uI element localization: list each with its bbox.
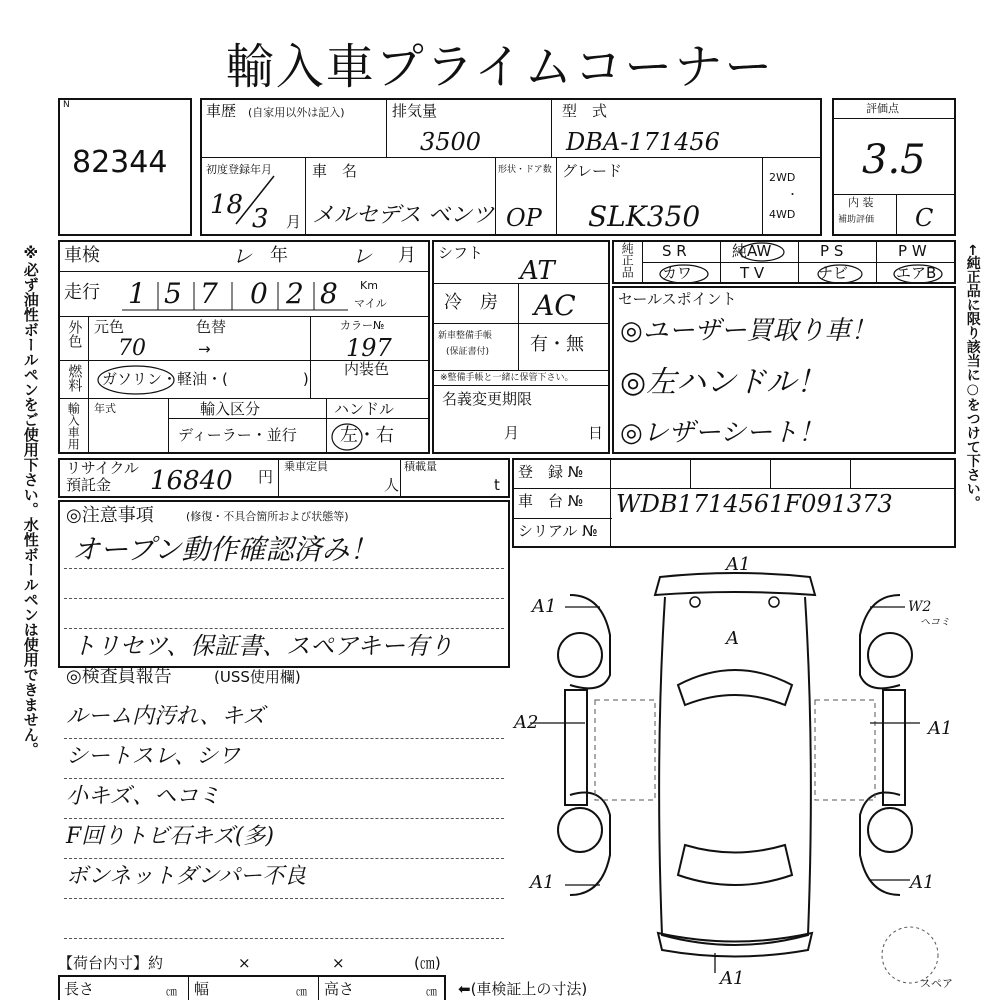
score-label: 評価点 [866, 102, 899, 115]
mark-right-front-fender: W2 [908, 599, 932, 615]
right-margin-note: ←純正品に限り該当に○をつけて下さい。 [964, 244, 981, 510]
cargo-width-unit: ㎝ [296, 985, 307, 998]
ac-value: AC [534, 289, 576, 322]
import-car-side-label: 輸入車用 [66, 402, 81, 450]
maintenance-label-1: 新車整備手帳 [438, 331, 493, 341]
first-reg-label: 初度登録年月 [206, 163, 272, 176]
body-type-label: 形状・ドア数 [498, 165, 552, 175]
mileage-digit-6: 8 [320, 277, 338, 310]
mark-left-rear: A1 [530, 872, 555, 893]
mileage-label: 走行 [64, 282, 100, 303]
maintenance-label-2: (保証書付) [446, 347, 490, 357]
capacity-label: 乗車定員 [284, 460, 328, 473]
shift-value: AT [520, 256, 555, 286]
exterior-color-side-label: 外色 [66, 320, 83, 348]
mark-right-rear: A1 [910, 872, 935, 893]
mark-left-front-fender: A1 [532, 596, 557, 617]
sales-point-1: ◎ユーザー買取り車！ [620, 316, 877, 346]
import-class-value: ディーラー・並行 [178, 426, 297, 444]
car-name-label: 車 名 [312, 162, 358, 180]
load-unit: t [494, 476, 500, 494]
name-change-month: 月 [504, 424, 520, 442]
notes-line-4: トリセツ、保証書、スペアキー有り [72, 632, 454, 660]
color-change-arrow: → [198, 340, 211, 358]
recycle-label-1: リサイクル [66, 459, 139, 477]
displacement-value: 3500 [420, 128, 482, 156]
load-label: 積載量 [404, 460, 437, 473]
import-year-label: 年式 [94, 402, 116, 415]
mileage-unit-km: Km [360, 279, 378, 292]
chassis-no-label: 車 台 № [518, 492, 584, 510]
orig-color-value: 70 [118, 336, 146, 361]
cargo-x2: × [332, 954, 345, 972]
body-type-value: OP [506, 204, 542, 232]
cargo-note: ⬅(車検証上の寸法) [458, 980, 588, 998]
cargo-box [58, 975, 446, 1000]
mileage-digit-4: 0 [250, 277, 268, 310]
left-margin-note: ※必ず油性ボールペンをご使用下さい。水性ボールペンは使用できません。 [21, 244, 40, 757]
capacity-unit: 人 [384, 476, 400, 494]
mileage-digit-2: 5 [164, 277, 182, 310]
inspector-line-2: シートスレ、シワ [66, 744, 241, 769]
model-value: DBA-171456 [566, 128, 720, 156]
mileage-digit-3: 7 [200, 277, 218, 310]
chassis-no-value: WDB1714561F091373 [616, 490, 893, 518]
mileage-digit-1: 1 [128, 277, 146, 310]
notes-line-1: オープン動作確認済み！ [72, 533, 378, 566]
option-tv: T V [740, 264, 765, 282]
recycle-label-2: 預託金 [66, 476, 112, 494]
recycle-value: 16840 [150, 466, 233, 496]
inspection-month-value: レ [352, 244, 372, 268]
notes-sub: (修復・不具合箇所および状態等) [186, 510, 349, 523]
mark-right-side: A1 [928, 718, 953, 739]
lot-prefix: N [63, 100, 70, 110]
import-class-label: 輸入区分 [200, 400, 261, 418]
option-ps: P S [820, 242, 844, 260]
lot-number: 82344 [72, 145, 168, 180]
inspector-line-4: F回りトビ石キズ(多) [66, 824, 274, 849]
maintenance-value: 有・無 [530, 334, 584, 355]
cargo-height-unit: ㎝ [426, 985, 437, 998]
interior-value: C [915, 204, 934, 232]
displacement-label: 排気量 [392, 102, 438, 120]
history-note: (自家用以外は記入) [248, 106, 345, 119]
cargo-x1: × [238, 954, 251, 972]
interior-label-2: 補助評価 [838, 215, 875, 225]
car-name-value: メルセデス ベンツ [312, 203, 495, 228]
interior-label-1: 内 装 [848, 196, 874, 209]
handle-value: 左・右 [340, 425, 394, 446]
first-reg-month: 3 [252, 204, 269, 234]
drive-2wd: 2WD [769, 171, 796, 184]
option-pw: P W [898, 242, 927, 260]
inspector-sub: (USS使用欄) [214, 668, 301, 686]
first-reg-year: 18 [210, 190, 244, 220]
mark-right-front-fender-sub: ヘコミ [920, 617, 950, 628]
recycle-unit: 円 [258, 468, 274, 486]
inspection-year-unit: 年 [270, 245, 288, 266]
mark-left-side: A2 [514, 712, 539, 733]
model-label: 型 式 [562, 102, 608, 120]
change-color-label: 色替 [196, 318, 227, 336]
inspection-label: 車検 [64, 245, 100, 266]
drive-4wd: 4WD [769, 208, 796, 221]
ac-label: 冷 房 [444, 292, 498, 313]
grade-label: グレード [562, 162, 623, 180]
cargo-length-label: 長さ [64, 980, 95, 998]
first-reg-month-unit: 月 [286, 213, 302, 231]
mark-top: A1 [726, 554, 751, 575]
option-navi: ナビ [818, 264, 849, 282]
color-no-value: 197 [346, 334, 392, 362]
orig-color-label: 元色 [94, 318, 125, 336]
name-change-day: 日 [588, 424, 604, 442]
handle-left-circle [330, 422, 364, 452]
cargo-width-label: 幅 [194, 980, 210, 998]
option-selection-circles [612, 240, 956, 284]
car-damage-diagram [510, 555, 960, 1000]
mileage-digit-5: 2 [286, 277, 304, 310]
cargo-label: 【荷台内寸】約 [58, 954, 164, 972]
grade-value: SLK350 [588, 200, 701, 233]
mileage-digit-boxes [120, 276, 350, 312]
options-side-label: 純正品 [620, 242, 635, 278]
option-leather: カワ [662, 264, 693, 282]
inspection-month-unit: 月 [398, 245, 416, 266]
interior-color-label: 内装色 [344, 360, 390, 378]
mileage-unit-mile: マイル [354, 297, 387, 310]
spare-label: スペア [920, 977, 953, 990]
color-no-label: カラー№ [340, 319, 385, 332]
inspector-line-1: ルーム内汚れ、キズ [66, 704, 265, 729]
option-airbag: エアB [896, 264, 937, 282]
inspector-label: ◎検査員報告 [66, 666, 172, 687]
fuel-side-label: 燃料 [66, 364, 83, 392]
first-reg-slash [222, 172, 282, 228]
sales-point-3: ◎レザーシート！ [620, 418, 825, 448]
serial-no-label: シリアル № [518, 522, 598, 540]
drive-dot: ・ [787, 188, 798, 201]
mark-roof: A [726, 628, 739, 649]
reg-no-label: 登 録 № [518, 463, 584, 481]
cargo-unit: (㎝) [414, 954, 441, 972]
fuel-options: ガソリン・軽油・( ) [102, 370, 309, 388]
name-change-label: 名義変更期限 [442, 390, 533, 408]
option-aw: 純AW [732, 242, 772, 260]
inspection-year-value: レ [232, 244, 252, 268]
history-label: 車歴 [206, 102, 237, 120]
handle-label: ハンドル [334, 400, 395, 418]
maintenance-note: ※整備手帳と一緒に保管下さい。 [440, 373, 574, 383]
sales-point-2: ◎左ハンドル！ [620, 365, 827, 400]
score-value: 3.5 [862, 137, 926, 183]
option-sr: S R [662, 242, 687, 260]
page-title: 輸入車プライムコーナー [225, 39, 775, 95]
shift-label: シフト [438, 244, 484, 262]
inspector-line-5: ボンネットダンパー不良 [66, 864, 307, 889]
cargo-length-unit: ㎝ [166, 985, 177, 998]
mark-bottom: A1 [720, 968, 745, 989]
cargo-height-label: 高さ [324, 980, 355, 998]
inspector-line-3: 小キズ、ヘコミ [66, 784, 221, 809]
notes-label: ◎注意事項 [66, 505, 154, 526]
fuel-gasoline-circle [96, 364, 176, 396]
sales-point-label: セールスポイント [618, 290, 737, 308]
